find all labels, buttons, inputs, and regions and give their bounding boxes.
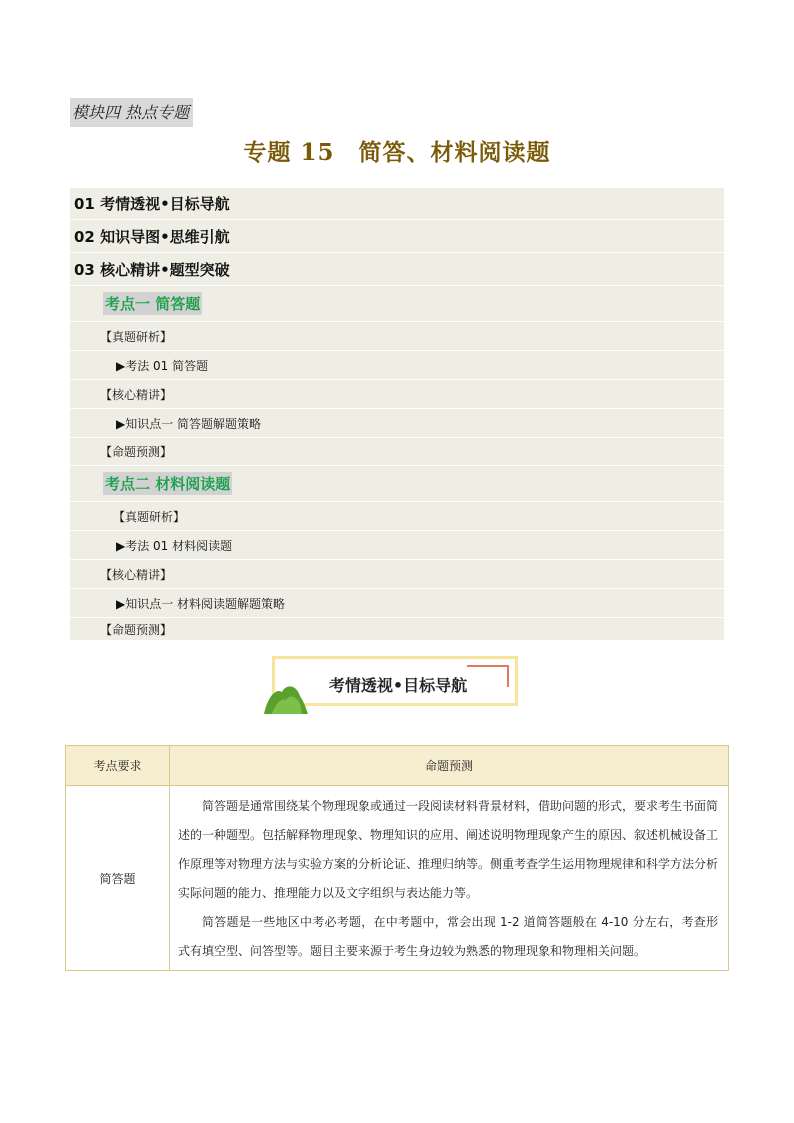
banner-accent (467, 665, 509, 687)
banner-title: 考情透视•目标导航 (328, 676, 468, 695)
toc-kaodian-2[interactable]: 考点二 材料阅读题 (70, 466, 724, 502)
toc-k2-kaofa[interactable]: ▶考法 01 材料阅读题 (70, 531, 724, 560)
table-of-contents (70, 188, 724, 640)
row-label: 简答题 (66, 786, 170, 971)
toc-k2-zhishi[interactable]: ▶知识点一 材料阅读题解题策略 (70, 589, 724, 618)
toc-k2-zhenti[interactable]: 【真题研析】 (70, 502, 724, 531)
module-label: 模块四 热点专题 (70, 98, 193, 127)
green-hills-icon (264, 682, 308, 714)
header-kaodian-yaoqiu: 考点要求 (66, 746, 170, 786)
requirements-table (65, 745, 729, 971)
toc-item-03[interactable]: 03 核心精讲•题型突破 (70, 253, 724, 286)
toc-item-02[interactable]: 02 知识导图•思维引航 (70, 220, 724, 253)
toc-k1-hexin[interactable]: 【核心精讲】 (70, 380, 724, 409)
toc-item-01[interactable]: 01 考情透视•目标导航 (70, 188, 724, 220)
toc-k2-yuce[interactable]: 【命题预测】 (100, 622, 173, 637)
prediction-paragraph-2: 简答题是一些地区中考必考题，在中考题中，常会出现 1-2 道简答题般在 4-10 分左右，考查形式有填空型、问答型等。题目主要来源于考生身边较为熟悉的物理现象和物理相关问题。 (178, 915, 718, 958)
toc-k2-hexin[interactable]: 【核心精讲】 (70, 560, 724, 589)
toc-k1-yuce[interactable]: 【命题预测】 (70, 438, 724, 466)
toc-k1-zhishi[interactable]: ▶知识点一 简答题解题策略 (70, 409, 724, 438)
prediction-paragraph-1: 简答题是通常围绕某个物理现象或通过一段阅读材料背景材料，借助问题的形式，要求考生书面简述的一种题型。包括解释物理现象、物理知识的应用、阐述说明物理现象产生的原因、叙述机械设备工作原理等对物理方法与实验方案的分析论证、推理归纳等。侧重考查学生运用物理规律和科学方法分析实际问题的能力、推理能力以及文字组织与表达能力等。 (178, 799, 719, 900)
banner-frame (272, 656, 518, 706)
header-mingti-yuce: 命题预测 (170, 746, 729, 786)
prediction-text (170, 786, 729, 971)
toc-kaodian-1[interactable]: 考点一 简答题 (70, 286, 724, 322)
table-row (66, 786, 729, 971)
page-title: 专题 15 简答、材料阅读题 (243, 139, 551, 166)
table-header-row (66, 746, 729, 786)
section-banner (264, 656, 524, 714)
toc-k1-kaofa[interactable]: ▶考法 01 简答题 (70, 351, 724, 380)
toc-k1-zhenti[interactable]: 【真题研析】 (70, 322, 724, 351)
